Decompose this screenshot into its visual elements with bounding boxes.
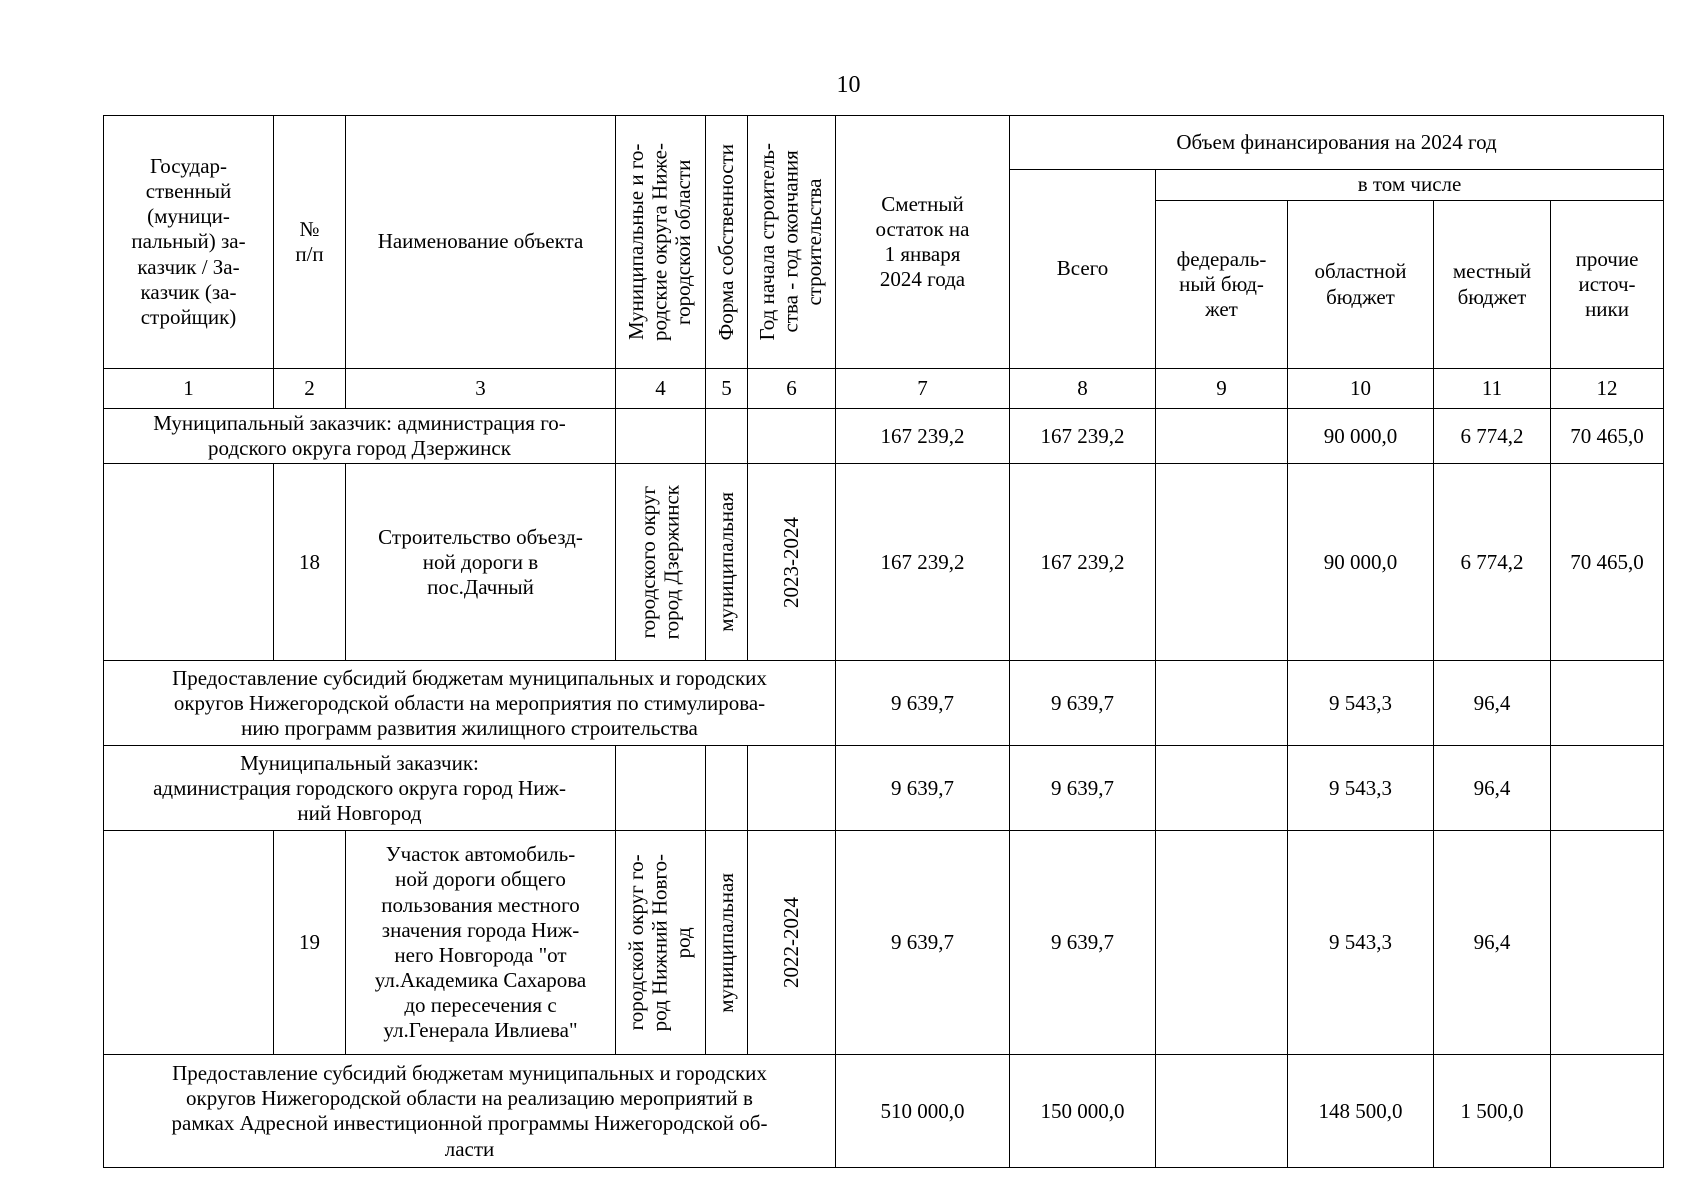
other-cell: [1551, 661, 1664, 746]
estimate-cell: 9 639,7: [836, 661, 1010, 746]
other-cell: 70 465,0: [1551, 464, 1664, 661]
estimate-cell: 9 639,7: [836, 831, 1010, 1055]
column-number: 12: [1551, 369, 1664, 409]
federal-cell: [1156, 409, 1288, 464]
header-customer: Государ- ственный (муници- пальный) за- казчик / За- казчик (за- стройщик): [104, 116, 274, 369]
regional-cell: 148 500,0: [1288, 1055, 1434, 1168]
object-row: [104, 464, 1664, 661]
column-number: 11: [1434, 369, 1551, 409]
header-federal: федераль- ный бюд- жет: [1156, 201, 1288, 369]
object-years: 2022-2024: [748, 831, 836, 1055]
local-cell: 96,4: [1434, 661, 1551, 746]
empty-cell: [104, 464, 274, 661]
object-ownership: муниципальная: [706, 831, 748, 1055]
federal-cell: [1156, 1055, 1288, 1168]
section-label: Предоставление субсидий бюджетам муниципальных и городских округов Нижегородской области на мероприятия по стимулирова- нию программ развития жилищного строительства: [104, 661, 836, 746]
total-cell: 9 639,7: [1010, 661, 1156, 746]
section-row: [104, 1055, 1664, 1168]
local-cell: 6 774,2: [1434, 409, 1551, 464]
customer-row: [104, 409, 1664, 464]
local-cell: 6 774,2: [1434, 464, 1551, 661]
header-including: в том числе: [1156, 170, 1664, 201]
object-row: [104, 831, 1664, 1055]
section-row: [104, 661, 1664, 746]
object-name: Участок автомобиль- ной дороги общего пользования местного значения города Ниж- него Новгорода "от ул.Академика Сахарова до пересечения с ул.Генерала Ивлиева": [346, 831, 616, 1055]
local-cell: 96,4: [1434, 746, 1551, 831]
regional-cell: 9 543,3: [1288, 831, 1434, 1055]
regional-cell: 90 000,0: [1288, 464, 1434, 661]
object-number: 19: [274, 831, 346, 1055]
empty-cell: [748, 746, 836, 831]
column-number: 4: [616, 369, 706, 409]
header-total: Всего: [1010, 170, 1156, 369]
total-cell: 167 239,2: [1010, 409, 1156, 464]
total-cell: 167 239,2: [1010, 464, 1156, 661]
total-cell: 9 639,7: [1010, 831, 1156, 1055]
federal-cell: [1156, 746, 1288, 831]
column-number: 8: [1010, 369, 1156, 409]
total-cell: 9 639,7: [1010, 746, 1156, 831]
estimate-cell: 9 639,7: [836, 746, 1010, 831]
empty-cell: [616, 746, 706, 831]
empty-cell: [706, 746, 748, 831]
empty-cell: [616, 409, 706, 464]
column-number: 7: [836, 369, 1010, 409]
empty-cell: [104, 831, 274, 1055]
object-municipality: городского округ город Дзержинск: [616, 464, 706, 661]
total-cell: 150 000,0: [1010, 1055, 1156, 1168]
header-local: местный бюджет: [1434, 201, 1551, 369]
estimate-cell: 167 239,2: [836, 464, 1010, 661]
header-regional: областной бюджет: [1288, 201, 1434, 369]
header-ownership: Форма собственности: [706, 116, 748, 369]
other-cell: 70 465,0: [1551, 409, 1664, 464]
regional-cell: 9 543,3: [1288, 661, 1434, 746]
federal-cell: [1156, 464, 1288, 661]
column-number-row: [104, 369, 1664, 409]
header-object-name: Наименование объекта: [346, 116, 616, 369]
other-cell: [1551, 1055, 1664, 1168]
object-years: 2023-2024: [748, 464, 836, 661]
column-number: 5: [706, 369, 748, 409]
other-cell: [1551, 746, 1664, 831]
header-number: № п/п: [274, 116, 346, 369]
estimate-cell: 510 000,0: [836, 1055, 1010, 1168]
regional-cell: 90 000,0: [1288, 409, 1434, 464]
column-number: 10: [1288, 369, 1434, 409]
customer-row: [104, 746, 1664, 831]
section-label: Предоставление субсидий бюджетам муниципальных и городских округов Нижегородской области на реализацию мероприятий в рамках Адресной инвестиционной программы Нижегородской об- ласти: [104, 1055, 836, 1168]
local-cell: 1 500,0: [1434, 1055, 1551, 1168]
customer-label: Муниципальный заказчик: администрация городского округа город Ниж- ний Новгород: [104, 746, 616, 831]
header-funding-group: Объем финансирования на 2024 год: [1010, 116, 1664, 170]
object-name: Строительство объезд- ной дороги в пос.Дачный: [346, 464, 616, 661]
object-municipality: городской округ го- род Нижний Новго- род: [616, 831, 706, 1055]
customer-label: Муниципальный заказчик: администрация го- родского округа город Дзержинск: [104, 409, 616, 464]
column-number: 6: [748, 369, 836, 409]
other-cell: [1551, 831, 1664, 1055]
local-cell: 96,4: [1434, 831, 1551, 1055]
empty-cell: [706, 409, 748, 464]
header-years: Год начала строитель- ства - год окончания строительства: [748, 116, 836, 369]
header-other: прочие источ- ники: [1551, 201, 1664, 369]
estimate-cell: 167 239,2: [836, 409, 1010, 464]
column-number: 1: [104, 369, 274, 409]
investment-program-table: [103, 115, 1664, 1168]
column-number: 3: [346, 369, 616, 409]
regional-cell: 9 543,3: [1288, 746, 1434, 831]
page-number: 10: [836, 72, 861, 98]
object-number: 18: [274, 464, 346, 661]
empty-cell: [748, 409, 836, 464]
object-ownership: муниципальная: [706, 464, 748, 661]
header-estimate-balance: Сметный остаток на 1 января 2024 года: [836, 116, 1010, 369]
federal-cell: [1156, 661, 1288, 746]
federal-cell: [1156, 831, 1288, 1055]
column-number: 9: [1156, 369, 1288, 409]
header-municipality: Муниципальные и го- родские округа Ниже- городской области: [616, 116, 706, 369]
column-number: 2: [274, 369, 346, 409]
